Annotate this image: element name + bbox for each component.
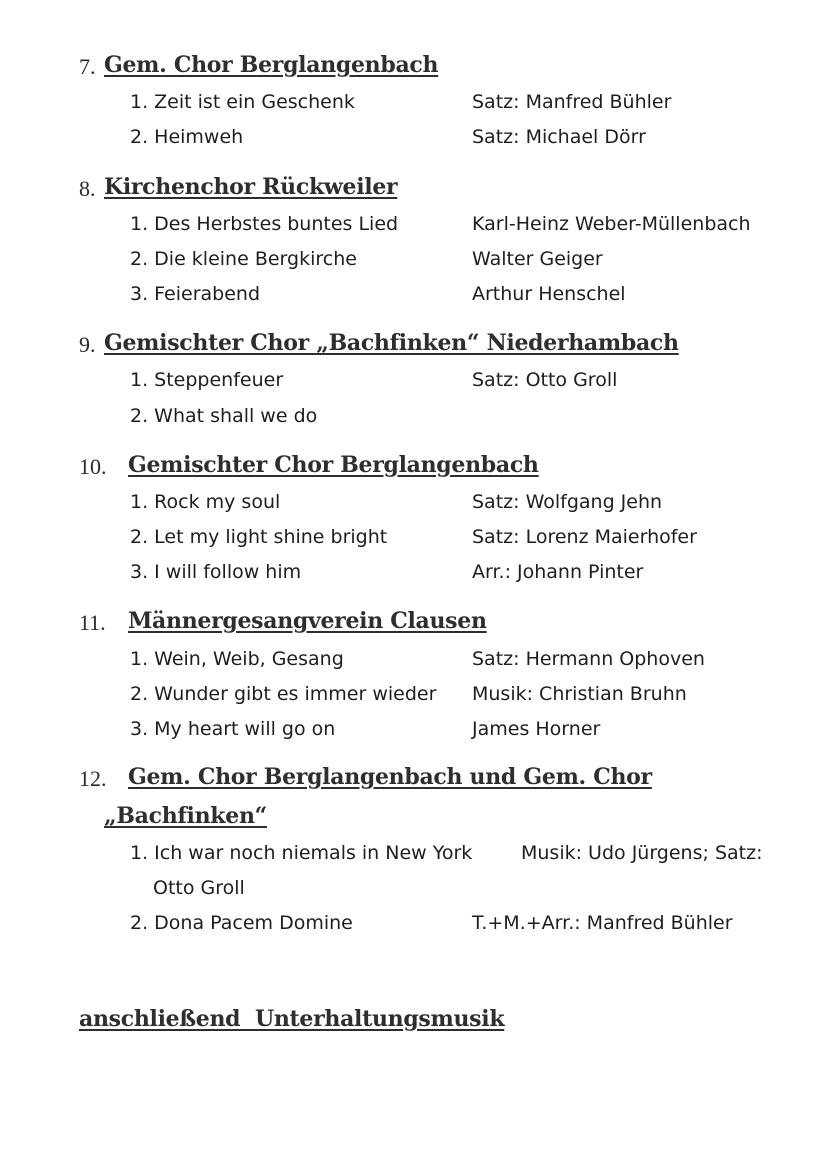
song-title: 2. Dona Pacem Domine xyxy=(130,912,353,934)
item-number: 7. xyxy=(79,54,96,79)
song-credit: Arthur Henschel xyxy=(472,283,626,305)
song-title: 1. Wein, Weib, Gesang xyxy=(130,648,344,670)
item-number: 11. xyxy=(79,610,106,635)
song-credit: Satz: Michael Dörr xyxy=(472,126,646,148)
song-title: 3. My heart will go on xyxy=(130,718,336,740)
song-title: 2. Die kleine Bergkirche xyxy=(130,248,357,270)
song-credit: Walter Geiger xyxy=(472,248,603,270)
song-title: 2. Let my light shine bright xyxy=(130,526,388,548)
choir-name: Gem. Chor Berglangenbach xyxy=(104,52,439,78)
closing-note: anschließend Unterhaltungsmusik xyxy=(79,1006,505,1032)
choir-name: Gemischter Chor Berglangenbach xyxy=(128,452,539,478)
item-number: 8. xyxy=(79,176,96,201)
song-title: 3. Feierabend xyxy=(130,283,261,305)
song-title: 1. Ich war noch niemals in New York xyxy=(130,842,473,864)
song-credit: Arr.: Johann Pinter xyxy=(472,561,644,583)
choir-name-line2: „Bachfinken“ xyxy=(104,803,268,829)
song-title: 1. Zeit ist ein Geschenk xyxy=(130,91,355,113)
song-credit: Karl-Heinz Weber-Müllenbach xyxy=(472,213,751,235)
song-credit: Satz: Lorenz Maierhofer xyxy=(472,526,697,548)
choir-name: Kirchenchor Rückweiler xyxy=(104,174,398,200)
song-title: 1. Des Herbstes buntes Lied xyxy=(130,213,399,235)
song-credit: Satz: Wolfgang Jehn xyxy=(472,491,663,513)
item-number: 10. xyxy=(79,454,107,479)
song-credit: Musik: Christian Bruhn xyxy=(472,683,687,705)
song-title: 2. What shall we do xyxy=(130,405,318,427)
song-credit: Satz: Hermann Ophoven xyxy=(472,648,705,670)
choir-name-line1: Gem. Chor Berglangenbach und Gem. Chor xyxy=(128,764,652,790)
song-title: 3. I will follow him xyxy=(130,561,302,583)
song-credit: Satz: Otto Groll xyxy=(472,369,618,391)
song-credit: Musik: Udo Jürgens; Satz: xyxy=(521,842,763,864)
song-credit: T.+M.+Arr.: Manfred Bühler xyxy=(472,912,733,934)
song-credit: James Horner xyxy=(472,718,601,740)
song-title: 2. Heimweh xyxy=(130,126,244,148)
choir-name: Gemischter Chor „Bachfinken“ Niederhambach xyxy=(104,330,679,356)
song-title: 2. Wunder gibt es immer wieder xyxy=(130,683,437,705)
item-number: 12. xyxy=(79,766,107,791)
choir-name: Männergesangverein Clausen xyxy=(128,608,487,634)
item-number: 9. xyxy=(79,332,96,357)
song-credit-continuation: Otto Groll xyxy=(153,877,245,899)
song-title: 1. Steppenfeuer xyxy=(130,369,284,391)
song-credit: Satz: Manfred Bühler xyxy=(472,91,672,113)
song-title: 1. Rock my soul xyxy=(130,491,281,513)
